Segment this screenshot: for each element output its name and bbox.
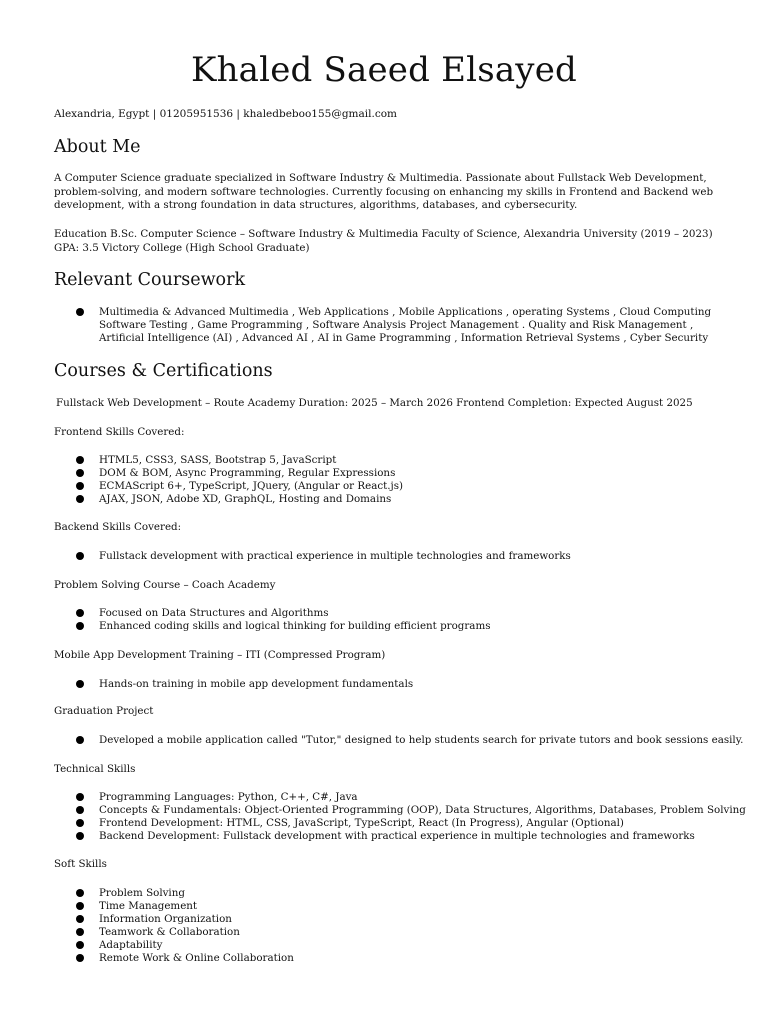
problem-solving-list xyxy=(54,607,491,633)
soft-skills-label: Soft Skills xyxy=(54,858,107,870)
frontend-list xyxy=(54,454,403,506)
frontend-label: Frontend Skills Covered: xyxy=(54,426,185,438)
list-item: Time Management xyxy=(54,900,294,913)
list-item: Concepts & Fundamentals: Object-Oriented Programming (OOP), Data Structures, Algorithms, Databases, Problem Solving xyxy=(54,804,746,817)
list-item: Backend Development: Fullstack development with practical experience in multiple technologies and frameworks xyxy=(54,830,746,843)
contact-line: Alexandria, Egypt | 01205951536 | khaledbeboo155@gmail.com xyxy=(54,108,397,120)
list-item: Focused on Data Structures and Algorithms xyxy=(54,607,491,620)
mobile-training-list xyxy=(54,678,413,691)
about-heading: About Me xyxy=(54,137,141,157)
problem-solving-label: Problem Solving Course – Coach Academy xyxy=(54,579,276,591)
backend-label: Backend Skills Covered: xyxy=(54,521,182,533)
coursework-heading: Relevant Coursework xyxy=(54,270,246,290)
courses-heading: Courses & Certifications xyxy=(54,361,273,381)
list-item: Teamwork & Collaboration xyxy=(54,926,294,939)
list-item: Multimedia & Advanced Multimedia , Web Applications , Mobile Applications , operating Systems , Cloud Computing Software Testing , Game Programming , Software Analysis Project Management . Quality and Risk Management , Artificial Intelligence (AI) , Advanced AI , AI in Game Programming , Information Retrieval Systems , Cyber Security xyxy=(54,306,719,345)
list-item: Remote Work & Online Collaboration xyxy=(54,952,294,965)
list-item: Adaptability xyxy=(54,939,294,952)
about-summary: A Computer Science graduate specialized in Software Industry & Multimedia. Passionate about Fullstack Web Development, problem-solving, and modern software technologies. Currently focusing on enhancing my skills in Frontend and Backend web development, with a strong foundation in data structures, algorithms, databases, and cybersecurity. xyxy=(54,172,714,211)
coursework-list xyxy=(54,306,719,345)
fullstack-course: Fullstack Web Development – Route Academy Duration: 2025 – March 2026 Frontend Completion: Expected August 2025 xyxy=(56,397,693,409)
list-item: DOM & BOM, Async Programming, Regular Expressions xyxy=(54,467,403,480)
list-item: ECMAScript 6+, TypeScript, JQuery, (Angular or React.js) xyxy=(54,480,403,493)
mobile-training-label: Mobile App Development Training – ITI (Compressed Program) xyxy=(54,649,386,661)
list-item: AJAX, JSON, Adobe XD, GraphQL, Hosting and Domains xyxy=(54,493,403,506)
education-text: Education B.Sc. Computer Science – Software Industry & Multimedia Faculty of Science, Alexandria University (2019 – 2023) GPA: 3.5 Victory College (High School Graduate) xyxy=(54,228,713,254)
list-item: Enhanced coding skills and logical thinking for building efficient programs xyxy=(54,620,491,633)
technical-skills-label: Technical Skills xyxy=(54,763,136,775)
graduation-label: Graduation Project xyxy=(54,705,154,717)
list-item: Programming Languages: Python, C++, C#, Java xyxy=(54,791,746,804)
technical-skills-list xyxy=(54,791,746,843)
list-item: HTML5, CSS3, SASS, Bootstrap 5, JavaScript xyxy=(54,454,403,467)
list-item: Developed a mobile application called "Tutor," designed to help students search for private tutors and book sessions easily. xyxy=(54,734,743,747)
candidate-name: Khaled Saeed Elsayed xyxy=(190,50,578,90)
graduation-list xyxy=(54,734,743,747)
soft-skills-list xyxy=(54,887,294,965)
list-item: Hands-on training in mobile app development fundamentals xyxy=(54,678,413,691)
list-item: Fullstack development with practical experience in multiple technologies and frameworks xyxy=(54,550,571,563)
list-item: Frontend Development: HTML, CSS, JavaScript, TypeScript, React (In Progress), Angular (Optional) xyxy=(54,817,746,830)
list-item: Problem Solving xyxy=(54,887,294,900)
backend-list xyxy=(54,550,571,563)
list-item: Information Organization xyxy=(54,913,294,926)
